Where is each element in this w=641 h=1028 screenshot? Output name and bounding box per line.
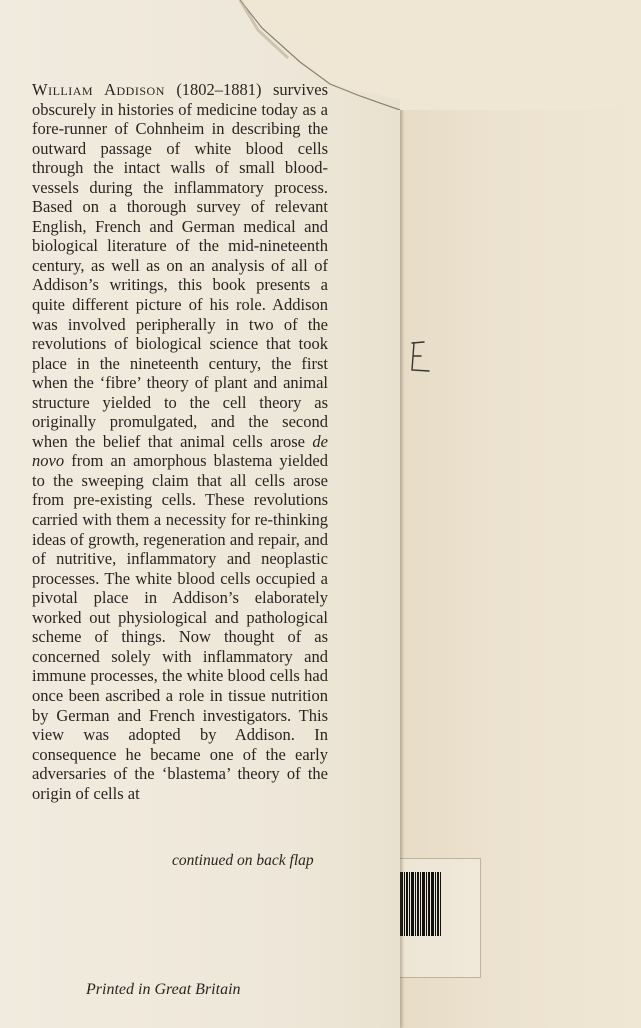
blurb-text-part-1: (1802–1881) survives obscurely in histories of medicine today as a fore-runner of Cohnheim in describing the outward passage of white blood cells through the intact walls of small blood-vessels during the inflammatory process. Based on a thorough survey of relevant English, French and German medical and biological literature of the mid-nineteenth century, as well as on an analysis of all of Addison’s writings, this book presents a quite different picture of his role. Addison was involved peripherally in two of the revolutions of biological science that took place in the nineteenth century, the first when the ‘fibre’ theory of plant and animal structure yielded to the cell theory as originally promulgated, and the second when the belief that animal cells arose (32, 80, 328, 451)
flap-blurb (32, 80, 328, 803)
printed-in-line: Printed in Great Britain (86, 981, 241, 998)
continued-note: continued on back flap (172, 852, 314, 869)
blurb-text-part-2: from an amorphous blastema yielded to the sweeping claim that all cells arose from pre-existing cells. These revolutions carried with them a necessity for re-thinking ideas of growth, regeneration and repair, and of nutritive, inflammatory and neoplastic processes. The white blood cells occupied a pivotal place in Addison’s elaborately worked out physiological and pathological scheme of things. Now thought of as concerned solely with inflammatory and immune processes, the white blood cells had once been ascribed a role in tissue nutrition by German and French investigators. This view was adopted by Addison. In consequence he became one of the early adversaries of the ‘blastema’ theory of the origin of cells at (32, 451, 328, 803)
italic-phrase: de novo (32, 431, 328, 471)
barcode (400, 872, 444, 936)
author-name: William Addison (32, 80, 165, 99)
handwritten-e-mark (407, 340, 433, 374)
